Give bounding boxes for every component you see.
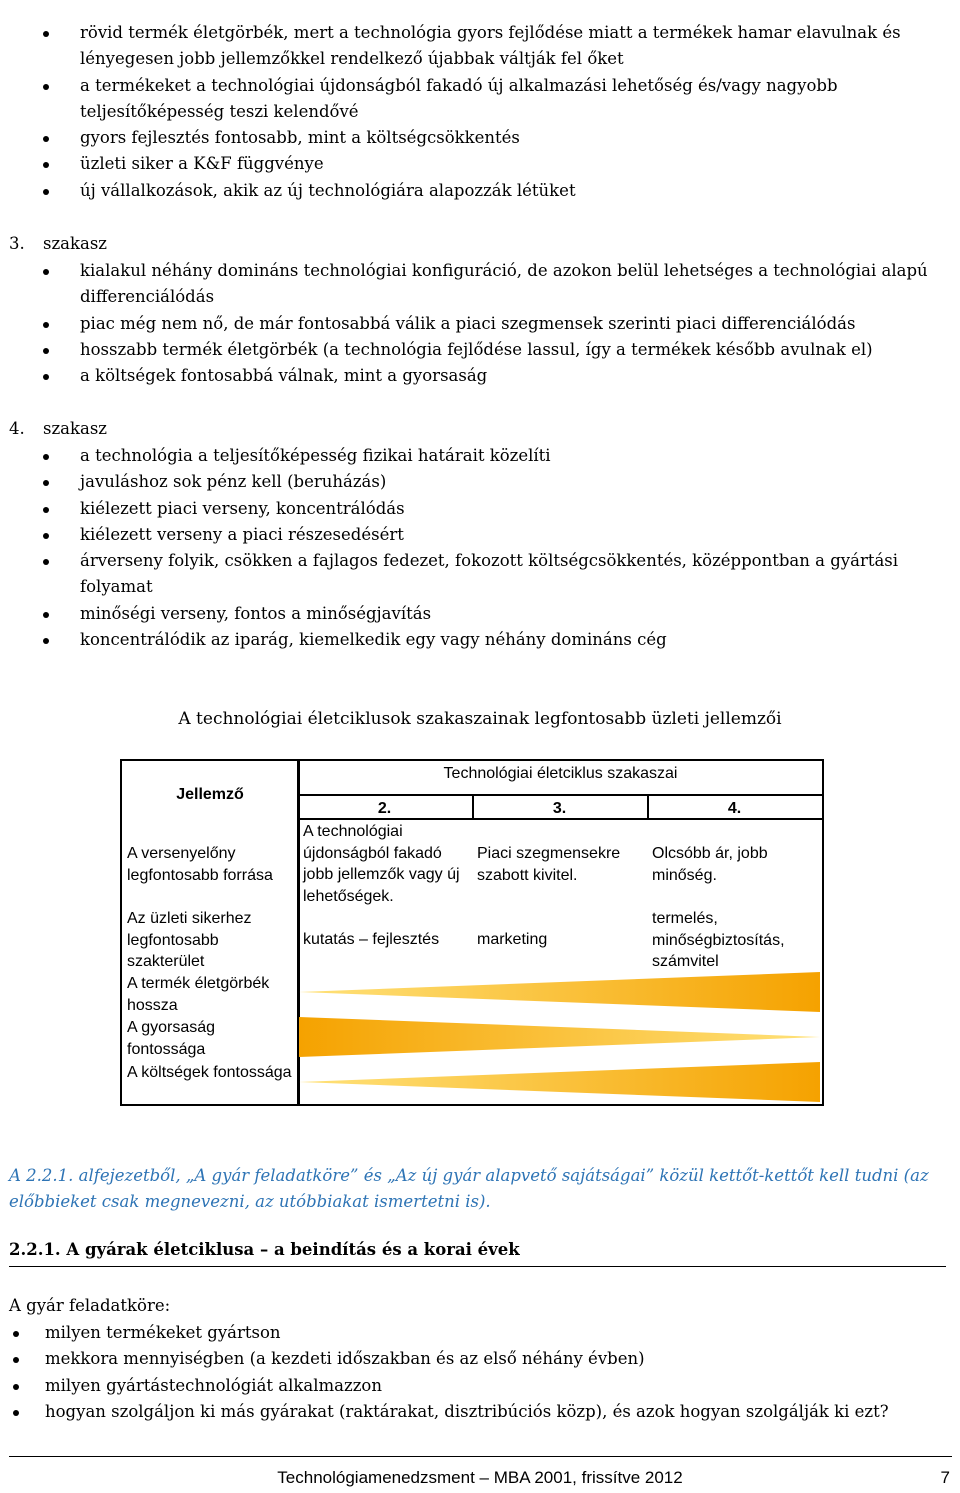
bullet-icon bbox=[43, 559, 49, 565]
row-label-koltsegek: A költségek fontossága bbox=[127, 1064, 292, 1081]
lifecycle-table bbox=[120, 759, 824, 1106]
gyar-feladatkore-title: A gyár feladatköre: bbox=[9, 1296, 171, 1315]
bullet-icon bbox=[13, 1331, 19, 1337]
bullet-icon bbox=[43, 136, 49, 142]
list-item: kiélezett piaci verseny, koncentrálódás bbox=[80, 496, 952, 522]
bullet-icon bbox=[43, 612, 49, 618]
stage-header-4: 4. bbox=[727, 800, 742, 817]
gyar-bullet-list bbox=[45, 1320, 945, 1425]
list-item: hosszabb termék életgörbék (a technológia fejlődése lassul, így a termékek később avulnak el) bbox=[80, 337, 952, 363]
bullet-icon bbox=[43, 480, 49, 486]
row-label-gyorsasag: A gyorsaság fontossága bbox=[127, 1019, 216, 1058]
bullet-icon bbox=[43, 189, 49, 195]
stage3-bullet-list bbox=[80, 258, 952, 389]
bullet-icon bbox=[13, 1410, 19, 1416]
bullet-icon bbox=[43, 31, 49, 37]
stage2-bullet-list bbox=[80, 20, 952, 204]
stage4-heading: 4. szakasz bbox=[9, 419, 107, 438]
bullet-icon bbox=[43, 162, 49, 168]
row-label-eletgorbe: A termék életgörbék hossza bbox=[127, 975, 270, 1014]
page-number: 7 bbox=[940, 1468, 950, 1487]
bullet-icon bbox=[43, 84, 49, 90]
table-caption: A technológiai életciklusok szakaszainak legfontosabb üzleti jellemzői bbox=[178, 709, 782, 729]
list-item: üzleti siker a K&F függvénye bbox=[80, 151, 952, 177]
row-label-szakterulet: Az üzleti sikerhez legfontosabb szakterület bbox=[127, 910, 252, 970]
wedge-gyorsasag-decreasing bbox=[299, 1017, 820, 1057]
list-item: minőségi verseny, fontos a minőségjavítás bbox=[80, 601, 952, 627]
list-item: kialakul néhány domináns technológiai konfiguráció, de azokon belül lehetséges a technológiai alapú differenciálódás bbox=[80, 258, 952, 311]
stage4-bullet-list bbox=[80, 443, 952, 653]
list-item: milyen termékeket gyártson bbox=[45, 1320, 945, 1346]
group-header-rule bbox=[297, 794, 824, 796]
cell-stage2-szakterulet: kutatás – fejlesztés bbox=[303, 931, 440, 948]
footer-rule bbox=[9, 1456, 952, 1457]
section-rule bbox=[9, 1266, 946, 1267]
bullet-icon bbox=[43, 348, 49, 354]
list-item: hogyan szolgáljon ki más gyárakat (raktárakat, disztribúciós közp), és azok hogyan szolgálják ki ezt? bbox=[45, 1399, 945, 1425]
list-item: gyors fejlesztés fontosabb, mint a költségcsökkentés bbox=[80, 125, 952, 151]
list-item: milyen gyártástechnológiát alkalmazzon bbox=[45, 1373, 945, 1399]
group-header: Technológiai életciklus szakaszai bbox=[443, 765, 678, 782]
cell-stage2-versenyelony: A technológiai újdonságból fakadó jobb jellemzők vagy új lehetőségek. bbox=[303, 823, 460, 905]
list-item: a termékeket a technológiai újdonságból fakadó új alkalmazási lehetőség és/vagy nagyobb teljesítőképesség teszi kelendővé bbox=[80, 73, 952, 126]
study-note: A 2.2.1. alfejezetből, „A gyár feladatköre” és „Az új gyár alapvető sajátságai” közül kettőt-kettőt kell tudni (az előbbieket csak megnevezni, az utóbbiakat ismertetni is). bbox=[9, 1166, 929, 1211]
cell-stage3-versenyelony: Piaci szegmensekre szabott kivitel. bbox=[477, 845, 621, 884]
list-item: koncentrálódik az iparág, kiemelkedik egy vagy néhány domináns cég bbox=[80, 627, 952, 653]
bullet-icon bbox=[43, 322, 49, 328]
list-item: javuláshoz sok pénz kell (beruházás) bbox=[80, 469, 952, 495]
wedge-eletgorbe-increasing bbox=[299, 972, 820, 1012]
bullet-icon bbox=[13, 1384, 19, 1390]
bullet-icon bbox=[43, 454, 49, 460]
jellemzo-header: Jellemző bbox=[176, 786, 244, 803]
trend-wedges bbox=[299, 971, 822, 1104]
list-item: kiélezett verseny a piaci részesedésért bbox=[80, 522, 952, 548]
list-item: rövid termék életgörbék, mert a technológia gyors fejlődése miatt a termékek hamar elavulnak és lényegesen jobb jellemzőkkel rendelkező újabbak váltják fel őket bbox=[80, 20, 952, 73]
wedge-koltsegek-increasing bbox=[299, 1062, 820, 1102]
list-item: mekkora mennyiségben (a kezdeti időszakban és az első néhány évben) bbox=[45, 1346, 945, 1372]
bullet-icon bbox=[43, 638, 49, 644]
stage3-heading: 3. szakasz bbox=[9, 234, 107, 253]
list-item: a technológia a teljesítőképesség fizikai határait közelíti bbox=[80, 443, 952, 469]
cell-stage3-szakterulet: marketing bbox=[477, 931, 548, 948]
cell-stage4-versenyelony: Olcsóbb ár, jobb minőség. bbox=[652, 845, 768, 884]
section-title: 2.2.1. A gyárak életciklusa – a beindítás és a korai évek bbox=[9, 1240, 520, 1259]
bullet-icon bbox=[13, 1357, 19, 1363]
cell-stage4-szakterulet: termelés, minőségbiztosítás, számvitel bbox=[652, 910, 785, 970]
list-item: a költségek fontosabbá válnak, mint a gyorsaság bbox=[80, 363, 952, 389]
bullet-icon bbox=[43, 374, 49, 380]
bullet-icon bbox=[43, 507, 49, 513]
bullet-icon bbox=[43, 269, 49, 275]
stage-header-3: 3. bbox=[552, 800, 567, 817]
stage-header-2: 2. bbox=[377, 800, 392, 817]
row-label-versenyelony: A versenyelőny legfontosabb forrása bbox=[127, 845, 273, 884]
list-item: új vállalkozások, akik az új technológiára alapozzák létüket bbox=[80, 178, 952, 204]
list-item: piac még nem nő, de már fontosabbá válik a piaci szegmensek szerinti piaci differenciálódás bbox=[80, 311, 952, 337]
bullet-icon bbox=[43, 533, 49, 539]
list-item: árverseny folyik, csökken a fajlagos fedezet, fokozott költségcsökkentés, középpontban a gyártási folyamat bbox=[80, 548, 952, 601]
footer-text: Technológiamenedzsment – MBA 2001, frissítve 2012 bbox=[277, 1468, 683, 1487]
